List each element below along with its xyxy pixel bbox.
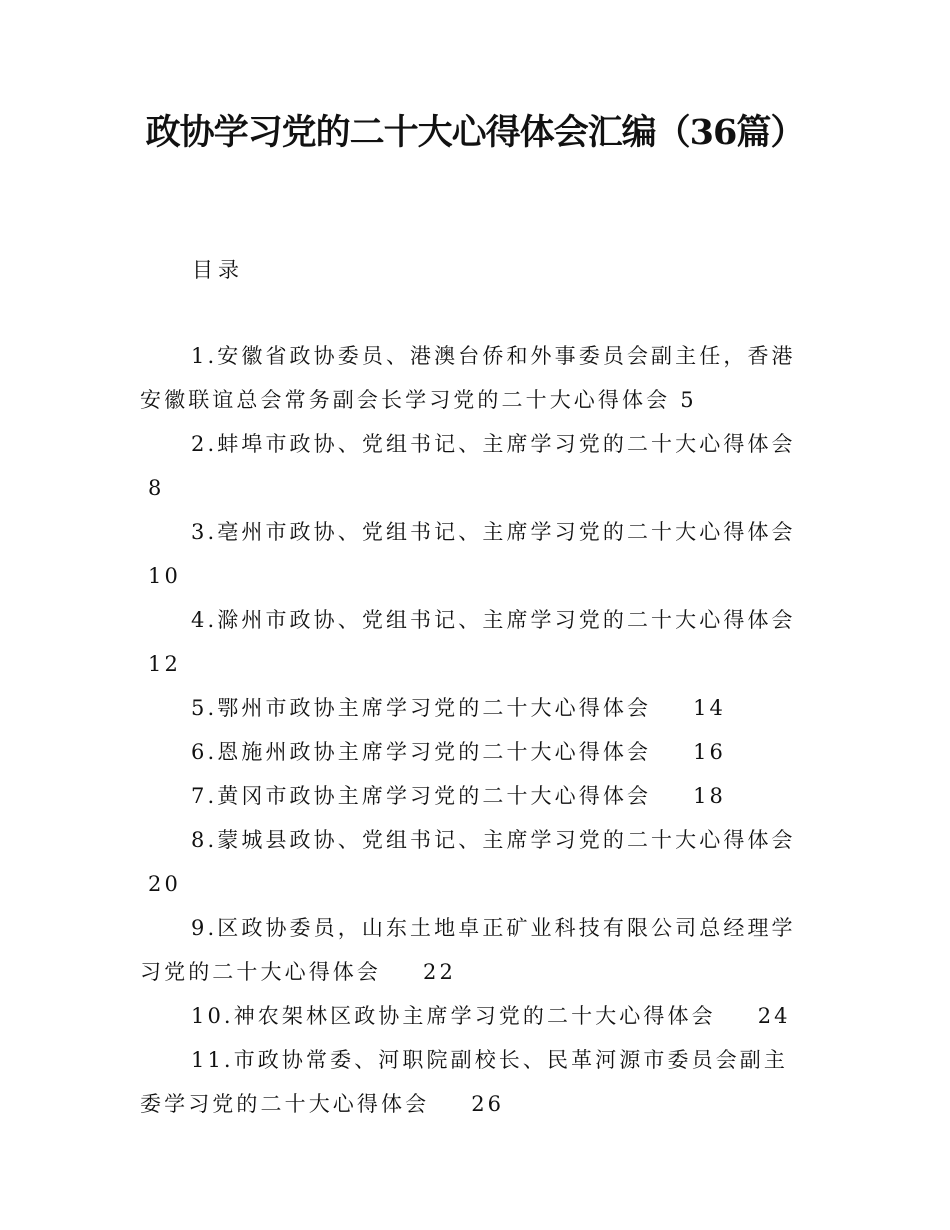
toc-entry-text: 区政协委员，山东土地卓正矿业科技有限公司总经理学习党的二十大心得体会 [140,916,796,984]
toc-entry-number: 5. [191,696,218,720]
toc-entry-text: 蒙城县政协、党组书记、主席学习党的二十大心得体会 [217,828,796,852]
toc-entry-text: 市政协常委、河职院副校长、民革河源市委员会副主委学习党的二十大心得体会 [140,1048,789,1116]
toc-entry-page: 8 [148,476,165,500]
toc-entry-page: 14 [693,696,726,720]
toc-entry-number: 3. [191,520,218,544]
toc-entry-text: 恩施州政协主席学习党的二十大心得体会 [217,740,652,764]
toc-entry-number: 10. [191,1004,234,1028]
toc-entry-10[interactable] [140,994,812,1038]
toc-entry-4[interactable] [140,598,812,686]
toc-entry-2[interactable] [140,422,812,510]
toc-entry-3[interactable] [140,510,812,598]
toc-entry-number: 4. [191,608,218,632]
toc-entry-9[interactable] [140,906,812,994]
toc-entry-text: 神农架林区政协主席学习党的二十大心得体会 [233,1004,716,1028]
document-title: 政协学习党的二十大心得体会汇编（36篇） [145,112,805,153]
toc-entry-text: 黄冈市政协主席学习党的二十大心得体会 [217,784,652,808]
toc-entry-text: 安徽省政协委员、港澳台侨和外事委员会副主任，香港安徽联谊总会常务副会长学习党的二十大心得体会 [140,344,796,412]
toc-entry-page: 20 [148,872,181,896]
toc-entry-text: 滁州市政协、党组书记、主席学习党的二十大心得体会 [217,608,796,632]
toc-entry-7[interactable] [140,774,812,818]
toc-entry-number: 1. [191,344,218,368]
table-of-contents [140,334,812,1126]
toc-entry-text: 鄂州市政协主席学习党的二十大心得体会 [217,696,652,720]
toc-heading: 目录 [192,258,244,282]
toc-entry-text: 亳州市政协、党组书记、主席学习党的二十大心得体会 [217,520,796,544]
toc-entry-number: 7. [191,784,218,808]
toc-entry-page: 16 [693,740,726,764]
toc-entry-6[interactable] [140,730,812,774]
toc-entry-number: 2. [191,432,218,456]
toc-entry-number: 11. [191,1048,234,1072]
toc-entry-5[interactable] [140,686,812,730]
toc-entry-number: 8. [191,828,218,852]
toc-entry-page: 5 [680,388,697,412]
toc-entry-number: 6. [191,740,218,764]
toc-entry-8[interactable] [140,818,812,906]
toc-entry-text: 蚌埠市政协、党组书记、主席学习党的二十大心得体会 [217,432,796,456]
toc-entry-number: 9. [191,916,218,940]
toc-entry-page: 22 [423,960,456,984]
toc-entry-page: 24 [757,1004,791,1028]
toc-entry-page: 26 [471,1092,505,1116]
toc-entry-page: 10 [148,564,181,588]
toc-entry-page: 18 [693,784,726,808]
toc-entry-page: 12 [148,652,181,676]
toc-entry-11[interactable] [140,1038,812,1126]
toc-entry-1[interactable] [140,334,812,422]
